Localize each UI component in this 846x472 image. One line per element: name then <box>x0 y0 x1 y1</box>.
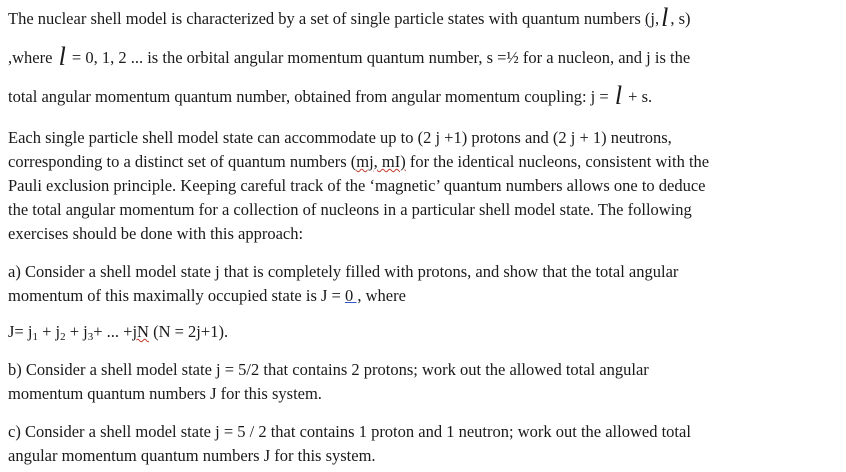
intro-line-3 <box>8 81 653 110</box>
part-c-line-2: angular momentum quantum numbers J for this system. <box>8 446 376 465</box>
para2-line-2 <box>8 152 709 172</box>
part-a-text: momentum of this maximally occupied state is J = <box>8 286 345 305</box>
part-b-line-1: b) Consider a shell model state j = 5/2 that contains 2 protons; work out the allowed total angular <box>8 360 649 379</box>
zero-value: 0 , <box>344 286 362 305</box>
j-sum-term: + j <box>65 322 88 341</box>
subscript: 3 <box>87 331 94 343</box>
magnetic-quantum-numbers: mj, mI) <box>356 152 406 171</box>
j-sum-term: + j <box>37 322 61 341</box>
intro-text: = 0, 1, 2 ... is the orbital angular momentum quantum number, s =½ for a nucleon, and j is the <box>67 48 691 67</box>
j-sum-term: + ... + <box>93 322 133 341</box>
part-c-line-1: c) Consider a shell model state j = 5 / 2 that contains 1 proton and 1 neutron; work out the allowed total <box>8 422 691 441</box>
j-n-term: jN <box>132 322 149 341</box>
intro-text: The nuclear shell model is characterized by a set of single particle states with quantum numbers <box>8 9 645 28</box>
part-a-line-1: a) Consider a shell model state j that is completely filled with protons, and show that the total angular <box>8 262 679 281</box>
part-a-text: where <box>361 286 406 305</box>
para2-text: for the identical nucleons, consistent with the <box>405 152 710 171</box>
intro-text: ,where <box>8 48 57 67</box>
para2-line-5: exercises should be done with this approach: <box>8 224 304 243</box>
intro-text: , s) <box>670 9 691 28</box>
quantum-j: (j, <box>644 9 660 28</box>
script-l-symbol: l <box>661 3 669 32</box>
intro-line-2 <box>8 42 691 71</box>
script-l-symbol: l <box>58 42 66 71</box>
intro-text: + s. <box>624 87 653 106</box>
subscript: 1 <box>32 331 38 343</box>
para2-line-3: Pauli exclusion principle. Keeping careful track of the ‘magnetic’ quantum numbers allows one to deduce <box>8 176 706 195</box>
intro-text: total angular momentum quantum number, obtained from angular momentum coupling: j = <box>8 87 613 106</box>
part-a-line-2 <box>8 286 406 306</box>
para2-text: corresponding to a distinct set of quantum numbers ( <box>8 152 357 171</box>
subscript: 2 <box>60 331 66 343</box>
intro-line-1 <box>8 3 691 32</box>
para2-line-4: the total angular momentum for a collection of nucleons in a particular shell model state. The following <box>8 200 692 219</box>
script-l-symbol: l <box>614 81 623 110</box>
para2-line-1: Each single particle shell model state can accommodate up to (2 j +1) protons and (2 j + 1) neutrons, <box>8 128 672 147</box>
j-sum-term: (N = 2j+1). <box>148 322 229 341</box>
part-b-line-2: momentum quantum numbers J for this system. <box>8 384 322 403</box>
j-sum-term: J= j <box>8 322 33 341</box>
part-a-line-3 <box>8 322 228 342</box>
